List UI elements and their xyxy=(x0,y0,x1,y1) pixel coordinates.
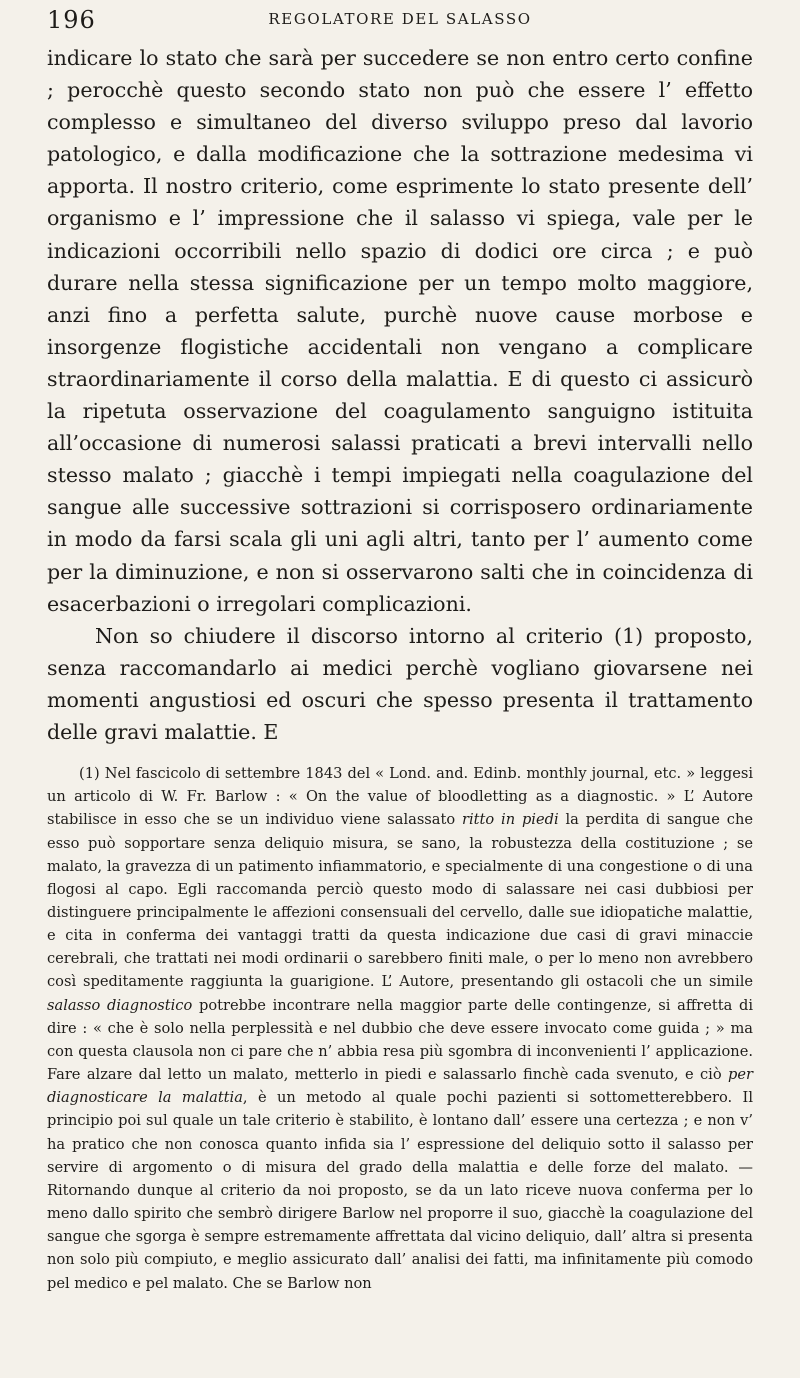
footnote xyxy=(47,762,753,1295)
body-paragraph: Non so chiudere il discorso intorno al criterio (1) proposto, senza raccomandarlo ai medici perchè vogliano giovarsene nei momenti angustiosi ed oscuri che spesso presenta il trattamento delle gravi malattie. E xyxy=(47,623,753,744)
running-head: REGOLATORE DEL SALASSO xyxy=(268,10,532,28)
footnote-italic-text: per diagnosticare la malattia xyxy=(47,1066,753,1107)
footnote-italic-text: salasso diagnostico xyxy=(47,996,193,1014)
page-number: 196 xyxy=(47,6,96,34)
footnote-text: la perdita di sangue che esso può sopportare senza deliquio misura, se sano, la robustezza della costituzione ; se malato, la gravezza di un patimento infiammatorio, e specialmente di una congestione o di una flogosi al capo. Egli raccomanda perciò questo modo di salassare nei casi dubbiosi per distinguere principalmente le affezioni consensuali del cervello, dalle sue idiopatiche malattie, e cita in conferma dei vantaggi tratti da questa indicazione due casi di gravi minaccie cerebrali, che trattati nei modi ordinarii o sarebbero finiti male, o per lo meno non avrebbero così speditamente raggiunta la guarigione. L’ Autore, presentando gli ostacoli che un simile xyxy=(47,811,753,991)
footnote-text: , è un metodo al quale pochi pazienti si sottometterebbero. Il principio poi sul quale un tale criterio è stabilito, è lontano dall’ essere una certezza ; e non v’ ha pratico che non conosca quanto infida sia l’ espressione del deliquio sotto il salasso per servire di argomento o di misura del grado della malattia e delle forze del malato. — Ritornando dunque al criterio da noi proposto, se da un lato riceve nuova conferma per lo meno dallo spirito che sembrò dirigere Barlow nel proporre il suo, giacchè la coagulazione del sangue che sgorga è sempre estremamente affrettata dal vicino deliquio, dall’ altra si presenta non solo più compiuto, e meglio assicurato dall’ analisi dei fatti, ma infinitamente più comodo pel medico e pel malato. Che se Barlow non xyxy=(47,1089,753,1292)
book-page xyxy=(47,4,753,1295)
footnote-italic-text: ritto in piedi xyxy=(462,811,559,829)
body-paragraph: indicare lo stato che sarà per succedere se non entro certo confine ; perocchè questo secondo stato non può che essere l’ effetto complesso e simultaneo del diverso sviluppo preso dal lavorio patologico, e dalla modificazione che la sottrazione medesima vi apporta. Il nostro criterio, come esprimente lo stato presente dell’ organismo e l’ impressione che il salasso vi spiega, vale per le indicazioni occorribili nello spazio di dodici ore circa ; e può durare nella stessa significazione per un tempo molto maggiore, anzi fino a perfetta salute, purchè nuove cause morbose e insorgenze flogistiche accidentali non vengano a complicare straordinariamente il corso della malattia. E di questo ci assicurò la ripetuta osservazione del coagulamento sanguigno istituita all’occasione di numerosi salassi praticati a brevi intervalli nello stesso malato ; giacchè i tempi impiegati nella coagulazione del sangue alle successive sottrazioni si corrisposero ordinariamente in modo da farsi scala gli uni agli altri, tanto per l’ aumento come per la diminuzione, e non si osservarono salti che in coincidenza di esacerbazioni o irregolari complicazioni. xyxy=(47,46,753,616)
footnote-text: (1) Nel fascicolo di settembre 1843 del « Lond. and. Edinb. monthly journal, etc. » leggesi un articolo di W. Fr. Barlow : « On the value of bloodletting as a diagnostic. » L’ Autore stabilisce in esso che se un individuo viene salassato xyxy=(47,765,753,829)
main-text xyxy=(47,42,753,748)
page-header xyxy=(47,4,753,38)
footnote-text: potrebbe incontrare nella maggior parte delle contingenze, si affretta di dire : « che è solo nella perplessità e nel dubbio che deve essere invocato come guida ; » ma con questa clausola non ci pare che n’ abbia resa più sgombra di inconvenienti l’ applicazione. Fare alzare dal letto un malato, metterlo in piedi e salassarlo finchè cada svenuto, e ciò xyxy=(47,996,754,1084)
